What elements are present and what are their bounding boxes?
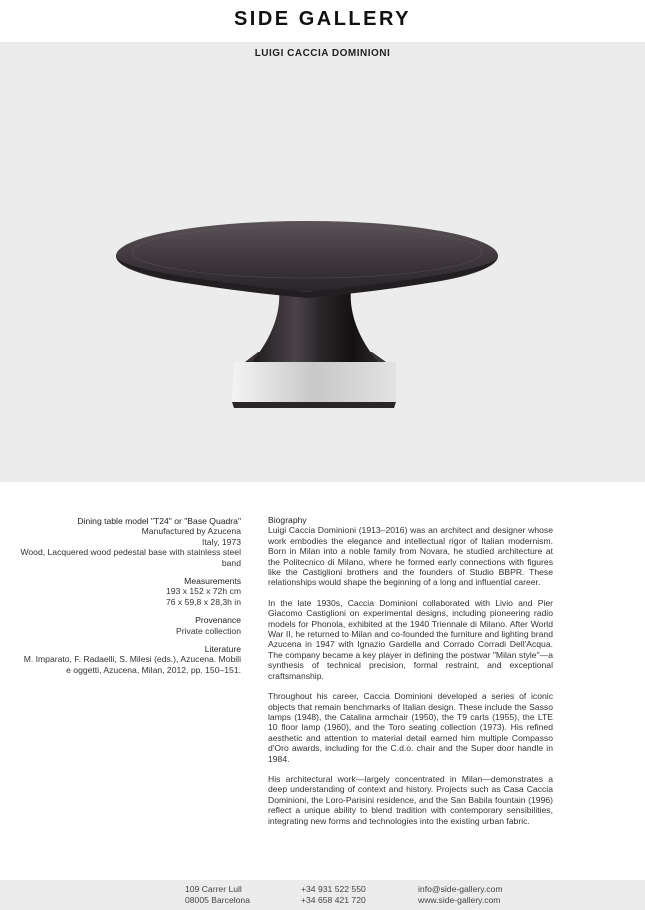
footer <box>0 880 645 910</box>
table-illustration <box>0 66 645 482</box>
biography-paragraph-1: Luigi Caccia Dominioni (1913–2016) was an architect and designer whose work embodies the elegance and intellectual rigor of Italian modernism. Born in Milan into a noble family from Novara, he studied architecture at the Politecnico di Milano, where he formed early connections with figures like the Castiglioni brothers and the founders of Studio BBPR. These relationships would shape the beginning of a long and influential career. <box>268 525 553 588</box>
table-top <box>116 221 498 291</box>
provenance-label: Provenance <box>195 615 241 626</box>
biography-paragraph-3: Throughout his career, Caccia Dominioni developed a series of iconic objects that remain benchmarks of Italian design. These include the Sasso lamps (1948), the Catalina armchair (1950), the T9 carts (1955), the LTE 10 floor lamp (1960), and the Toro seating collection (1973). His refined aesthetic and attention to material detail earned him multiple Compasso d'Oro awards, including for the C.d.o. chair and the Super door handle in 1984. <box>268 691 553 764</box>
phone-1[interactable]: +34 931 522 550 <box>301 884 366 894</box>
biography-column <box>268 515 553 836</box>
email-link[interactable]: info@side-gallery.com <box>418 884 503 894</box>
materials: Wood, Lacquered wood pedestal base with stainless steel band <box>20 547 241 568</box>
biography-paragraph-2: In the late 1930s, Caccia Dominioni collaborated with Livio and Pier Giacomo Castiglioni on experimental designs, including pioneering radio models for Phonola, exhibited at the 1940 Triennale di Milano. After World War II, he returned to Milan and co-founded the furniture and lighting brand Azucena in 1947 with Ignazio Gardella and Corrado Corradi Dell'Acqua. The company became a key player in defining the postwar "Milan style"—a synthesis of technical precision, formal restraint, and exceptional craftsmanship. <box>268 597 553 681</box>
footer-phones <box>301 884 366 906</box>
provenance: Private collection <box>176 625 241 636</box>
biography-heading: Biography <box>268 515 307 525</box>
footer-address <box>185 884 250 906</box>
artist-bar <box>0 42 645 66</box>
product-title: Dining table model "T24" or "Base Quadra" <box>77 516 241 526</box>
measurements-cm: 193 x 152 x 72h cm <box>165 586 241 597</box>
steel-base <box>232 362 396 402</box>
biography-paragraph-4: His architectural work—largely concentrated in Milan—demonstrates a deep understanding of context and history. Projects such as Casa Caccia Dominioni, the Loro-Parisini residence, and the San Babila fountain (1996) reflect a unique ability to blend tradition with contemporary sensibilities, integrating new forms and technologies into the existing urban fabric. <box>268 773 553 826</box>
details-column <box>20 516 241 683</box>
literature: M. Imparato, F. Radaelli, S. Milesi (eds.), Azucena. Mobili e oggetti, Azucena, Milan, 2012, pp. 150–151. <box>23 654 241 675</box>
product-photo <box>0 66 645 482</box>
measurements-label: Measurements <box>184 576 241 587</box>
address-line-2: 08005 Barcelona <box>185 895 250 905</box>
manufacturer: Manufactured by Azucena <box>141 526 241 537</box>
address-line-1: 109 Carrer Lull <box>185 884 242 894</box>
header <box>0 0 645 42</box>
gallery-logo: SIDE GALLERY <box>233 8 412 30</box>
literature-label: Literature <box>204 644 241 655</box>
footer-contact <box>418 884 503 906</box>
measurements-in: 76 x 59,8 x 28,3h in <box>165 596 241 607</box>
artist-name: LUIGI CACCIA DOMINIONI <box>254 48 391 59</box>
origin: Italy, 1973 <box>201 536 241 547</box>
website-link[interactable]: www.side-gallery.com <box>418 895 501 905</box>
phone-2[interactable]: +34 658 421 720 <box>301 895 366 905</box>
